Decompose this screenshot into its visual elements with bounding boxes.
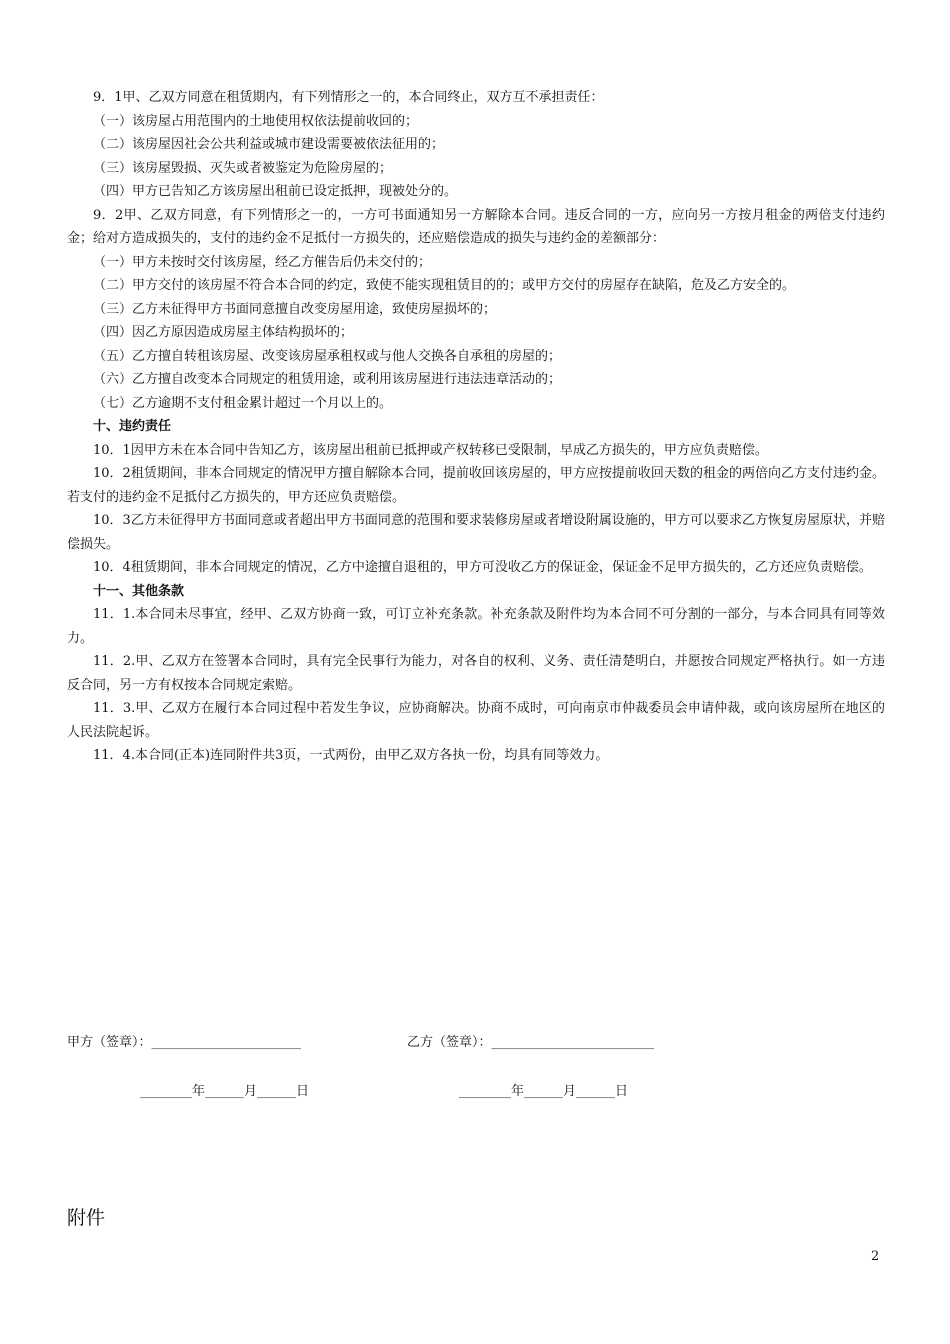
party-a-signature-line: 甲方（签章）：_______________________: [67, 1035, 302, 1050]
clause-paragraph: 9．2甲、乙双方同意，有下列情形之一的，一方可书面通知另一方解除本合同。违反合同的一方，应向另一方按月租金的两倍支付违约金；给对方造成损失的，支付的违约金不足抵付一方损失的，还应赔偿造成的损失与违约金的差额部分：: [67, 207, 885, 246]
clause-paragraph: 10．3乙方未征得甲方书面同意或者超出甲方书面同意的范围和要求装修房屋或者增设附属设施的，甲方可以要求乙方恢复房屋原状，并赔偿损失。: [67, 513, 885, 552]
clause-paragraph: 10．1因甲方未在本合同中告知乙方，该房屋出租前已抵押或产权转移已受限制，早成乙方损失的，甲方应负责赔偿。: [93, 442, 768, 458]
clause-paragraph: 10．4租赁期间，非本合同规定的情况，乙方中途擅自退租的，甲方可没收乙方的保证金，保证金不足甲方损失的，乙方还应负责赔偿。: [93, 560, 872, 575]
party-b-signature-line: 乙方（签章）：_________________________: [407, 1035, 655, 1050]
clause-paragraph: （二）甲方交付的该房屋不符合本合同的约定，致使不能实现租赁目的的；或甲方交付的房屋存在缺陷，危及乙方安全的。: [93, 278, 796, 293]
clause-paragraph: 11．3.甲、乙双方在履行本合同过程中若发生争议，应协商解决。协商不成时，可向南京市仲裁委员会申请仲裁，或向该房屋所在地区的人民法院起诉。: [67, 701, 885, 740]
party-a-date-line: ________年______月______日: [140, 1084, 310, 1099]
attachment-heading: 附件: [67, 1207, 106, 1229]
clause-paragraph: （三）该房屋毁损、灭失或者被鉴定为危险房屋的；: [93, 160, 393, 176]
clause-paragraph: （四）因乙方原因造成房屋主体结构损坏的；: [93, 325, 354, 340]
clause-paragraph: （五）乙方擅自转租该房屋、改变该房屋承租权或与他人交换各自承租的房屋的；: [93, 348, 562, 364]
party-b-date-line: ________年______月______日: [459, 1084, 629, 1099]
clause-paragraph: （四）甲方已告知乙方该房屋出租前已设定抵押，现被处分的。: [93, 184, 458, 199]
clause-paragraph: （一）甲方未按时交付该房屋，经乙方催告后仍未交付的；: [93, 254, 432, 270]
clause-paragraph: （二）该房屋因社会公共利益或城市建设需要被依法征用的；: [93, 137, 445, 152]
clause-paragraph: 10．2租赁期间，非本合同规定的情况甲方擅自解除本合同，提前收回该房屋的，甲方应按提前收回天数的租金的两倍向乙方支付违约金。若支付的违约金不足抵付乙方损失的，甲方还应负责赔偿。: [67, 466, 885, 505]
clause-paragraph: （六）乙方擅自改变本合同规定的租赁用途，或利用该房屋进行违法违章活动的；: [93, 372, 562, 387]
clause-paragraph: 9．1甲、乙双方同意在租赁期内，有下列情形之一的，本合同终止，双方互不承担责任：: [93, 90, 604, 105]
clause-paragraph: 11．1.本合同未尽事宜，经甲、乙双方协商一致，可订立补充条款。补充条款及附件均为本合同不可分割的一部分，与本合同具有同等效力。: [67, 607, 885, 646]
section-heading: 十、违约责任: [93, 419, 172, 434]
section-heading: 十一、其他条款: [93, 583, 185, 599]
clause-paragraph: 11．2.甲、乙双方在签署本合同时，具有完全民事行为能力，对各自的权利、义务、责任清楚明白，并愿按合同规定严格执行。如一方违反合同，另一方有权按本合同规定索赔。: [67, 654, 885, 693]
page-number: 2: [871, 1249, 880, 1264]
clause-paragraph: （七）乙方逾期不支付租金累计超过一个月以上的。: [93, 395, 393, 411]
contract-body: [67, 86, 885, 768]
clause-paragraph: （三）乙方未征得甲方书面同意擅自改变房屋用途，致使房屋损坏的；: [93, 301, 497, 317]
clause-paragraph: 11．4.本合同(正本)连同附件共3页，一式两份，由甲乙双方各执一份，均具有同等效力。: [93, 748, 609, 763]
clause-paragraph: （一）该房屋占用范围内的土地使用权依法提前收回的；: [93, 113, 419, 129]
